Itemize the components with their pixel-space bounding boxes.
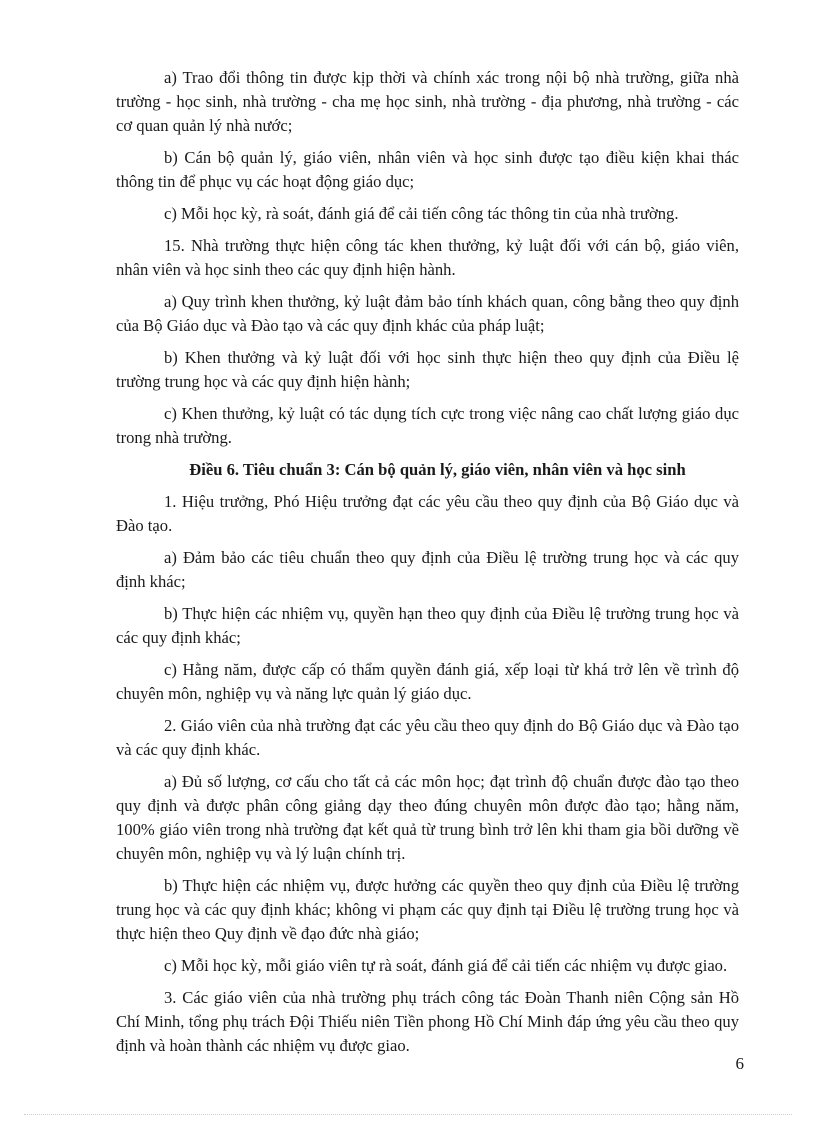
paragraph: c) Khen thưởng, kỷ luật có tác dụng tích cực trong việc nâng cao chất lượng giáo dục trong nhà trường. (116, 404, 739, 447)
paragraph: b) Thực hiện các nhiệm vụ, được hưởng các quyền theo quy định của Điều lệ trường trung học và các quy định khác; không vi phạm các quy định tại Điều lệ trường trung học và thực hiện theo Quy định về đạo đức nhà giáo; (116, 876, 739, 943)
page-number: 6 (735, 1054, 744, 1073)
paragraph: c) Hằng năm, được cấp có thẩm quyền đánh giá, xếp loại từ khá trở lên về trình độ chuyên môn, nghiệp vụ và năng lực quản lý giáo dục. (116, 660, 739, 703)
paragraph: 1. Hiệu trưởng, Phó Hiệu trưởng đạt các yêu cầu theo quy định của Bộ Giáo dục và Đào tạo. (116, 492, 739, 535)
paragraph: 15. Nhà trường thực hiện công tác khen thưởng, kỷ luật đối với cán bộ, giáo viên, nhân viên và học sinh theo các quy định hiện hành. (116, 236, 739, 279)
paragraph: 3. Các giáo viên của nhà trường phụ trách công tác Đoàn Thanh niên Cộng sản Hồ Chí Minh, tổng phụ trách Đội Thiếu niên Tiền phong Hồ Chí Minh đáp ứng yêu cầu theo quy định và hoàn thành các nhiệm vụ được giao. (116, 988, 739, 1055)
paragraph: b) Cán bộ quản lý, giáo viên, nhân viên và học sinh được tạo điều kiện khai thác thông tin để phục vụ các hoạt động giáo dục; (116, 148, 739, 191)
paragraph: a) Đảm bảo các tiêu chuẩn theo quy định của Điều lệ trường trung học và các quy định khác; (116, 548, 739, 591)
article-heading: Điều 6. Tiêu chuẩn 3: Cán bộ quản lý, giáo viên, nhân viên và học sinh (189, 460, 686, 479)
paragraph: b) Khen thưởng và kỷ luật đối với học sinh thực hiện theo quy định của Điều lệ trường trung học và các quy định hiện hành; (116, 348, 739, 391)
paragraph: a) Đủ số lượng, cơ cấu cho tất cả các môn học; đạt trình độ chuẩn được đào tạo theo quy định và được phân công giảng dạy theo đúng chuyên môn được đào tạo; hằng năm, 100% giáo viên trong nhà trường đạt kết quả từ trung bình trở lên khi tham gia bồi dưỡng về chuyên môn, nghiệp vụ và lý luận chính trị. (116, 772, 739, 863)
paragraph: 2. Giáo viên của nhà trường đạt các yêu cầu theo quy định do Bộ Giáo dục và Đào tạo và các quy định khác. (116, 716, 739, 759)
paragraph: a) Quy trình khen thưởng, kỷ luật đảm bảo tính khách quan, công bằng theo quy định của Bộ Giáo dục và Đào tạo và các quy định khác của pháp luật; (116, 292, 739, 335)
paragraph: c) Mỗi học kỳ, mỗi giáo viên tự rà soát, đánh giá để cải tiến các nhiệm vụ được giao. (164, 956, 728, 975)
paragraph: b) Thực hiện các nhiệm vụ, quyền hạn theo quy định của Điều lệ trường trung học và các quy định khác; (116, 604, 739, 647)
document-body (116, 66, 739, 1066)
footer-divider (24, 1114, 792, 1115)
paragraph: c) Mỗi học kỳ, rà soát, đánh giá để cải tiến công tác thông tin của nhà trường. (164, 204, 679, 223)
paragraph: a) Trao đổi thông tin được kịp thời và chính xác trong nội bộ nhà trường, giữa nhà trường - học sinh, nhà trường - cha mẹ học sinh, nhà trường - địa phương, nhà trường - các cơ quan quản lý nhà nước; (116, 68, 739, 135)
